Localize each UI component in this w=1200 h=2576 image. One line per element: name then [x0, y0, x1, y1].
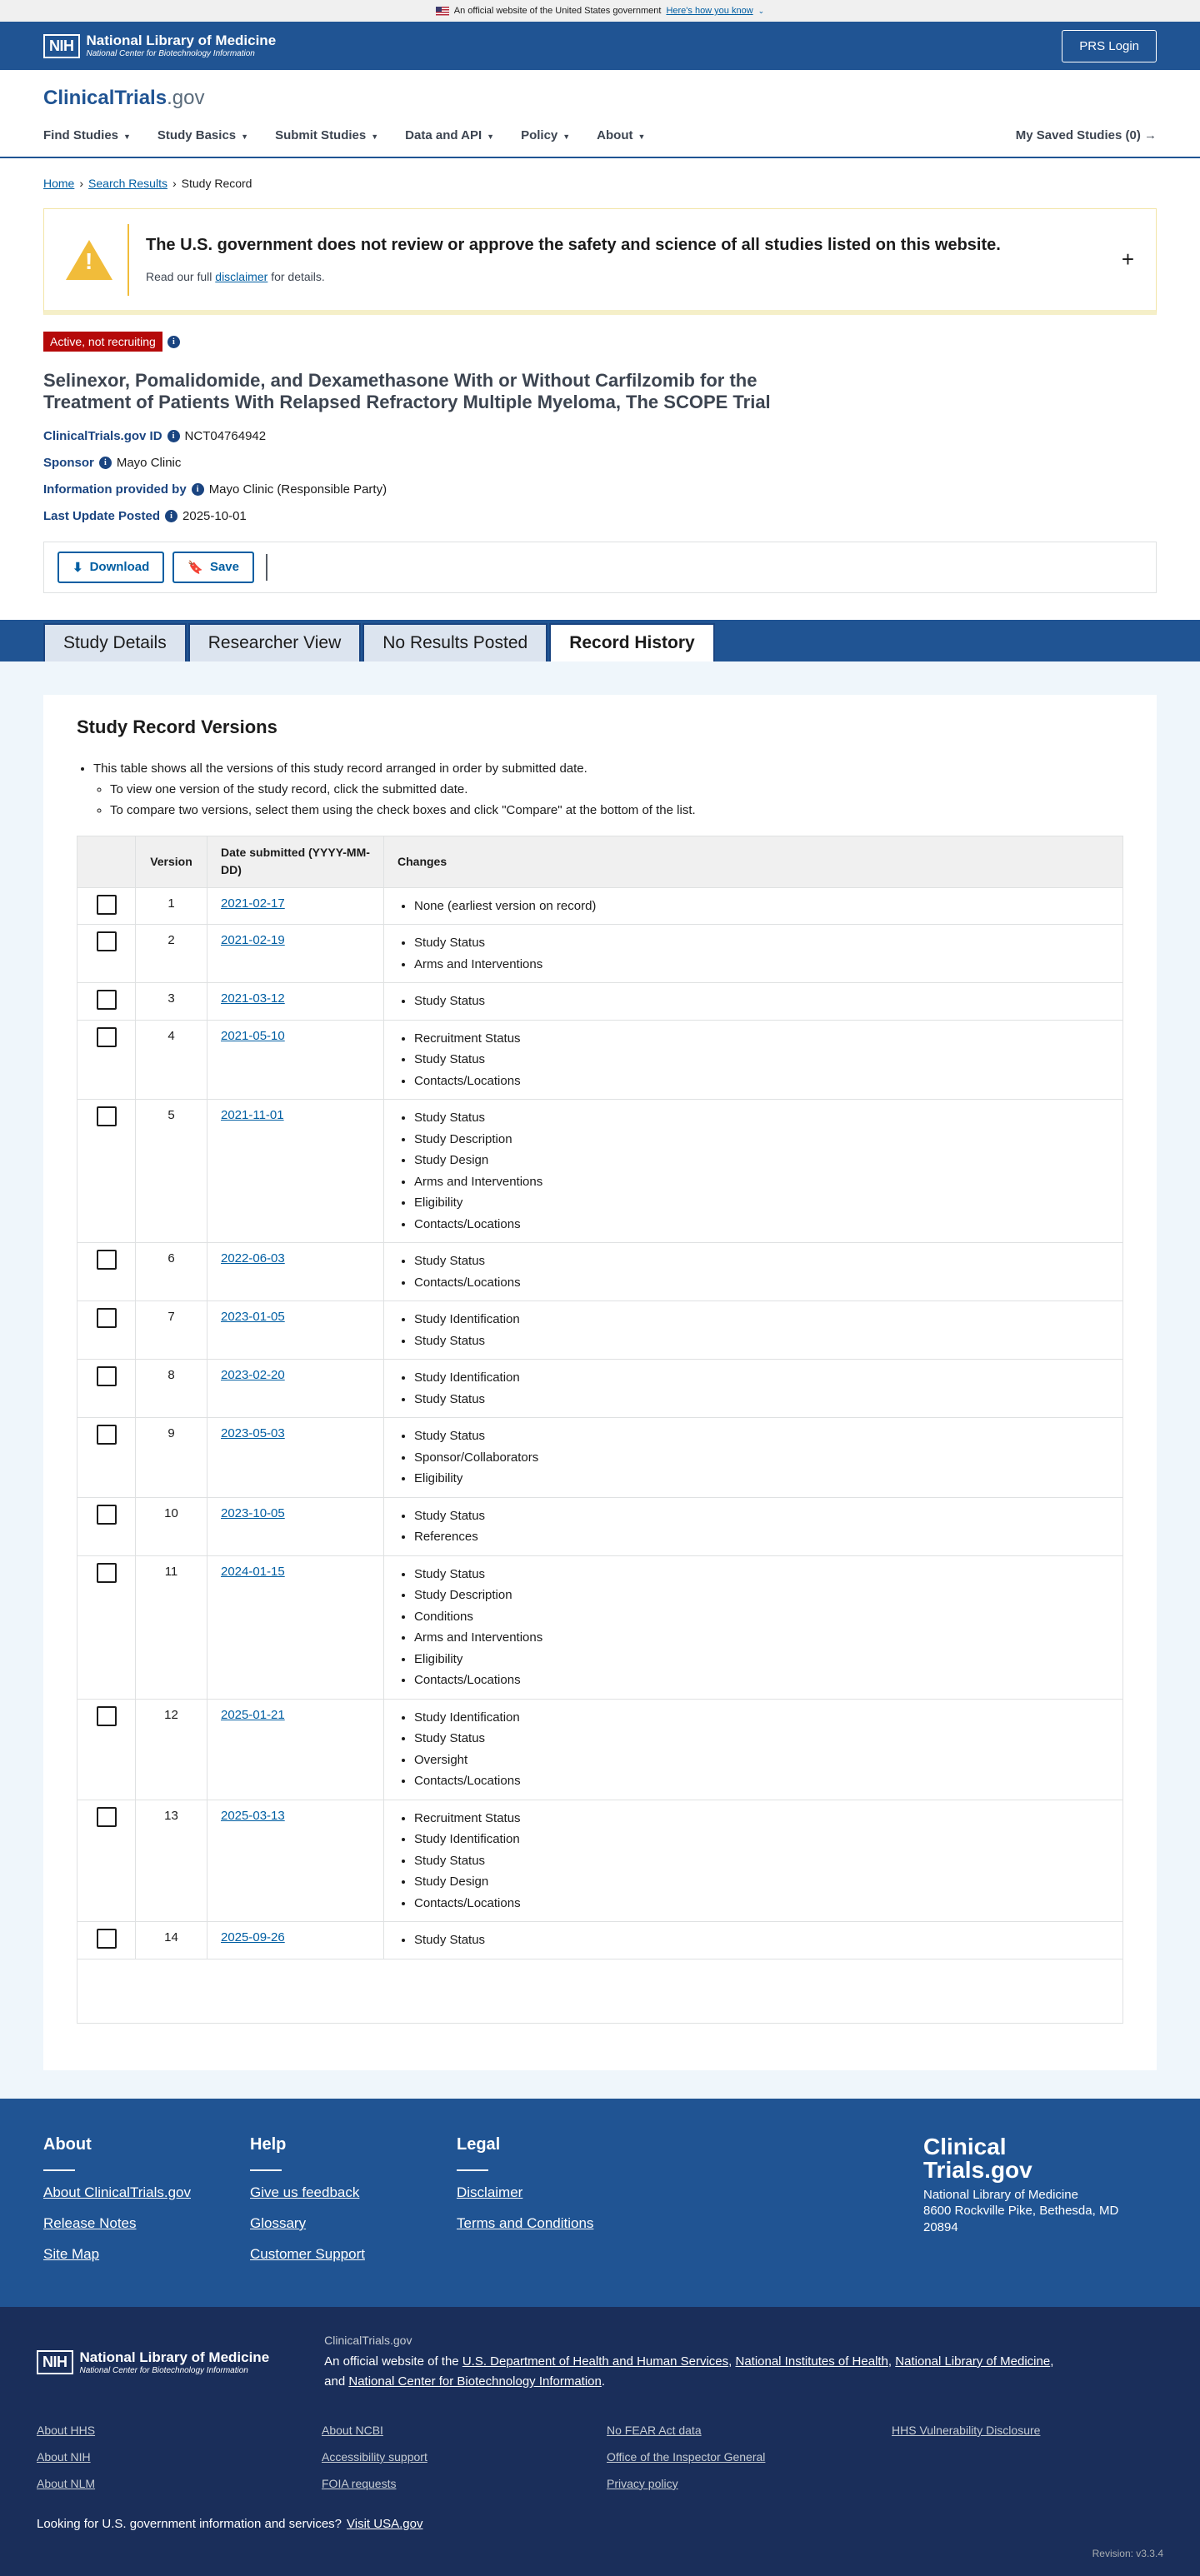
expand-plus-icon[interactable]: + [1121, 247, 1134, 272]
breadcrumb-current: Study Record [181, 177, 252, 190]
study-actions [43, 542, 1157, 593]
nih-header [0, 22, 1200, 70]
footer-bottom [0, 2307, 1200, 2576]
us-flag-icon [436, 7, 449, 16]
footer-about: About About ClinicalTrials.gov Release Notes Site Map [43, 2135, 250, 2277]
study-meta [0, 414, 1200, 523]
chevron-right-icon: › [172, 177, 177, 190]
info-icon[interactable]: i [168, 336, 180, 348]
version-changes [384, 1418, 1122, 1497]
footer-link[interactable]: FOIA requests [322, 2476, 397, 2490]
version-number: 10 [136, 1498, 208, 1555]
last-update-value: 2025-10-01 [182, 508, 247, 523]
revision: Revision: v3.3.4 [1092, 2547, 1163, 2559]
change-item: • Study Identification [414, 1367, 1122, 1389]
change-item: • Study Design [414, 1871, 1122, 1893]
change-item: • Arms and Interventions [414, 1171, 1122, 1193]
versions-heading: Study Record Versions [77, 716, 278, 737]
version-changes [384, 1800, 1122, 1922]
change-item: • None (earliest version on record) [414, 896, 1122, 917]
version-checkbox[interactable] [78, 1418, 136, 1497]
version-number: 1 [136, 888, 208, 925]
footer-link[interactable]: No FEAR Act data [607, 2423, 702, 2437]
bookmark-icon: 🔖 [188, 560, 203, 575]
chevron-down-icon: ▼ [371, 132, 379, 141]
info-icon[interactable]: i [168, 430, 180, 442]
footer-bottom-links [37, 2424, 1163, 2490]
version-checkbox[interactable] [78, 1800, 136, 1922]
version-number: 6 [136, 1243, 208, 1300]
version-date-link[interactable]: 2021-02-17 [221, 896, 285, 911]
change-item: • Contacts/Locations [414, 1272, 1122, 1294]
nlm-title: National Library of Medicine [86, 32, 277, 49]
version-checkbox[interactable] [78, 1700, 136, 1800]
alert-divider [128, 224, 129, 296]
record-versions-panel [43, 695, 1157, 2070]
nav-submit-studies[interactable]: Submit Studies ▼ [275, 127, 379, 142]
breadcrumb [0, 158, 1200, 208]
version-changes [384, 1360, 1122, 1417]
chevron-right-icon: › [79, 177, 84, 190]
version-date-link[interactable]: 2023-01-05 [221, 1310, 285, 1325]
tab-study-details[interactable]: Study Details [43, 623, 187, 661]
disclaimer-link[interactable]: disclaimer [215, 270, 268, 283]
info-icon[interactable]: i [165, 510, 178, 522]
version-changes [384, 983, 1122, 1020]
ncbi-subtitle: National Center for Biotechnology Information [86, 48, 255, 58]
nih-logo-box: NIH [43, 34, 80, 58]
change-item: • Recruitment Status [414, 1028, 1122, 1050]
visit-usa-link[interactable]: Visit USA.gov [347, 2516, 423, 2531]
nav-study-basics[interactable]: Study Basics ▼ [157, 127, 249, 142]
footer-link[interactable]: About NIH [37, 2449, 91, 2464]
tab-no-results-posted[interactable]: No Results Posted [362, 623, 548, 661]
change-item: • Study Design [414, 1150, 1122, 1171]
last-update-label: Last Update Posted [43, 508, 161, 523]
table-row [78, 1498, 1122, 1556]
col-version: Version [136, 836, 208, 887]
version-date-link[interactable]: 2025-03-13 [221, 1808, 285, 1823]
footer-link[interactable]: About NCBI [322, 2423, 383, 2437]
col-changes: Changes [398, 855, 448, 869]
version-number: 2 [136, 925, 208, 982]
version-date-link[interactable]: 2022-06-03 [221, 1251, 285, 1266]
footer-link[interactable]: Release Notes [43, 2214, 137, 2231]
nct-id: NCT04764942 [184, 428, 267, 443]
version-number: 11 [136, 1556, 208, 1699]
info-icon[interactable]: i [99, 457, 112, 469]
version-date-link[interactable]: 2021-05-10 [221, 1028, 285, 1043]
footer-link[interactable]: Give us feedback [250, 2184, 360, 2200]
prs-login-button[interactable]: PRS Login [1062, 30, 1157, 62]
chevron-down-icon: ▼ [241, 132, 249, 141]
table-row [78, 1100, 1122, 1243]
change-item: • Study Status [414, 932, 1122, 954]
breadcrumb-search-results[interactable]: Search Results [88, 177, 168, 190]
version-checkbox[interactable] [78, 1243, 136, 1300]
change-item: • Oversight [414, 1750, 1122, 1771]
version-date-link[interactable]: 2021-03-12 [221, 991, 285, 1006]
version-number: 12 [136, 1700, 208, 1800]
change-item: • Eligibility [414, 1192, 1122, 1214]
change-item: • Contacts/Locations [414, 1071, 1122, 1092]
change-item: • Study Status [414, 1564, 1122, 1585]
change-item: • Recruitment Status [414, 1808, 1122, 1830]
nih-logo[interactable] [43, 33, 276, 58]
nav-data-and-api[interactable]: Data and API ▼ [405, 127, 495, 142]
usa-gov-line: Looking for U.S. government information and services? Visit USA.gov [37, 2516, 423, 2531]
version-changes [384, 888, 1122, 925]
version-number: 9 [136, 1418, 208, 1497]
table-row [78, 925, 1122, 983]
footer-nih-logo[interactable]: NIH National Library of Medicine National Center for Biotechnology Information [37, 2334, 269, 2392]
version-date-link[interactable]: 2023-02-20 [221, 1368, 285, 1383]
footer-link[interactable]: HHS Vulnerability Disclosure [892, 2423, 1041, 2437]
logo-suffix: .gov [167, 87, 205, 109]
footer-link[interactable]: Privacy policy [607, 2476, 678, 2490]
change-item: • Study Status [414, 1425, 1122, 1447]
gov-banner [0, 0, 1200, 22]
change-item: • Study Status [414, 991, 1122, 1012]
logo-main: ClinicalTrials [43, 87, 168, 109]
chevron-down-icon: ⌄ [758, 6, 765, 15]
version-checkbox[interactable] [78, 1360, 136, 1417]
version-date-link[interactable]: 2021-02-19 [221, 933, 285, 948]
table-row [78, 888, 1122, 926]
nav-find-studies[interactable]: Find Studies ▼ [43, 127, 131, 142]
heres-how-you-know-link[interactable]: Here's how you know [666, 6, 753, 16]
table-row [78, 983, 1122, 1021]
version-checkbox[interactable] [78, 925, 136, 982]
arrow-right-icon: → [1144, 127, 1157, 142]
action-divider [266, 554, 268, 581]
footer-link[interactable]: About NLM [37, 2476, 96, 2490]
change-item: • Conditions [414, 1606, 1122, 1628]
version-number: 8 [136, 1360, 208, 1417]
save-button[interactable]: 🔖 Save [172, 552, 254, 583]
nih-link[interactable]: National Institutes of Health [735, 2354, 888, 2369]
footer-legal: Legal Disclaimer Terms and Conditions [457, 2135, 663, 2277]
disclaimer-alert [43, 208, 1157, 315]
change-item: • Sponsor/Collaborators [414, 1447, 1122, 1469]
version-number: 13 [136, 1800, 208, 1922]
my-saved-studies-link[interactable]: My Saved Studies (0) → [1015, 127, 1157, 142]
footer-link[interactable]: Office of the Inspector General [607, 2449, 766, 2464]
change-item: • Study Status [414, 1330, 1122, 1352]
version-changes [384, 1700, 1122, 1800]
nav-about[interactable]: About ▼ [597, 127, 646, 142]
footer-link[interactable]: Customer Support [250, 2245, 365, 2262]
change-item: • Study Identification [414, 1309, 1122, 1330]
change-item: • Contacts/Locations [414, 1893, 1122, 1915]
gov-banner-text: An official website of the United States government [453, 6, 662, 16]
tab-record-history[interactable]: Record History [549, 623, 715, 661]
version-number: 14 [136, 1922, 208, 1959]
version-changes [384, 1301, 1122, 1359]
footer-top [0, 2099, 1200, 2307]
chevron-down-icon: ▼ [562, 132, 571, 141]
table-row [78, 1301, 1122, 1360]
change-item: • Study Identification [414, 1707, 1122, 1729]
table-row [78, 1418, 1122, 1498]
nlm-link[interactable]: National Library of Medicine [895, 2354, 1051, 2369]
footer-link[interactable]: About ClinicalTrials.gov [43, 2184, 191, 2200]
change-item: • Arms and Interventions [414, 1627, 1122, 1649]
change-item: • Study Identification [414, 1829, 1122, 1850]
version-changes [384, 1100, 1122, 1242]
version-date-link[interactable]: 2025-01-21 [221, 1707, 285, 1722]
version-checkbox[interactable] [78, 1301, 136, 1359]
version-date-link[interactable]: 2025-09-26 [221, 1930, 285, 1945]
version-checkbox[interactable] [78, 888, 136, 925]
col-date: Date submitted (YYYY-MM-DD) [208, 836, 384, 887]
change-item: • Study Description [414, 1585, 1122, 1606]
alert-body: Read our full disclaimer for details. [146, 270, 325, 283]
table-header [78, 836, 1122, 888]
change-item: • Arms and Interventions [414, 954, 1122, 976]
chevron-down-icon: ▼ [123, 132, 131, 141]
status-badge: Active, not recruiting [43, 332, 162, 352]
footer-org: ClinicalTrials.gov An official website of the U.S. Department of Health and Human Services, National Institutes of Health, National Library of Medicine, and National Center for Biotechnology Information. [324, 2333, 1054, 2389]
version-changes [384, 925, 1122, 982]
version-changes [384, 1243, 1122, 1300]
warning-icon [66, 240, 112, 280]
change-item: • Study Status [414, 1107, 1122, 1129]
version-number: 3 [136, 983, 208, 1020]
version-date-link[interactable]: 2023-05-03 [221, 1426, 285, 1441]
ncbi-link[interactable]: National Center for Biotechnology Information [348, 2374, 602, 2389]
table-row [78, 1700, 1122, 1800]
footer-help: Help Give us feedback Glossary Customer Support [250, 2135, 457, 2277]
info-provided-label: Information provided by [43, 482, 187, 497]
change-item: • Study Status [414, 1850, 1122, 1872]
nav-policy[interactable]: Policy ▼ [521, 127, 571, 142]
version-number: 5 [136, 1100, 208, 1242]
hhs-link[interactable]: U.S. Department of Health and Human Services [462, 2354, 729, 2369]
versions-table [77, 836, 1123, 2024]
change-item: • Study Status [414, 1049, 1122, 1071]
versions-notes: • This table shows all the versions of this study record arranged in order by submitted date. ◦ To view one version of the study record, click the submitted date. ◦ To compare two versions, select them using the check boxes and click "Compare" at the bottom of the list. [77, 761, 1123, 817]
version-changes [384, 1556, 1122, 1699]
table-row [78, 1021, 1122, 1101]
download-button[interactable]: ⬇ Download [58, 552, 164, 583]
change-item: • Study Description [414, 1129, 1122, 1151]
chevron-down-icon: ▼ [638, 132, 646, 141]
version-changes [384, 1498, 1122, 1555]
alert-title: The U.S. government does not review or approve the safety and science of all studies listed on this website. [146, 236, 1001, 254]
breadcrumb-home[interactable]: Home [43, 177, 75, 190]
version-date-link[interactable]: 2024-01-15 [221, 1564, 285, 1579]
table-row [78, 1556, 1122, 1700]
change-item: • Study Status [414, 1728, 1122, 1750]
footer-logo[interactable]: Clinical Trials.gov [923, 2133, 1032, 2183]
version-number: 4 [136, 1021, 208, 1100]
version-date-link[interactable]: 2021-11-01 [221, 1108, 284, 1123]
footer-link[interactable]: Glossary [250, 2214, 307, 2231]
info-icon[interactable]: i [192, 483, 204, 496]
clinicaltrials-logo[interactable] [43, 87, 1157, 110]
nct-id-label: ClinicalTrials.gov ID [43, 428, 162, 443]
version-checkbox[interactable] [78, 1100, 136, 1242]
change-item: • Contacts/Locations [414, 1214, 1122, 1236]
footer-link[interactable]: Site Map [43, 2245, 100, 2262]
version-changes [384, 1021, 1122, 1100]
table-row [78, 1800, 1122, 1923]
version-checkbox[interactable] [78, 983, 136, 1020]
version-checkbox[interactable] [78, 1021, 136, 1100]
version-checkbox[interactable] [78, 1498, 136, 1555]
site-header [0, 70, 1200, 158]
table-row [78, 1360, 1122, 1418]
study-tabs [0, 620, 1200, 661]
version-date-link[interactable]: 2023-10-05 [221, 1505, 285, 1520]
change-item: • Contacts/Locations [414, 1770, 1122, 1792]
footer-address: Clinical Trials.gov National Library of Medicine 8600 Rockville Pike, Bethesda, MD 20894 [923, 2135, 1157, 2277]
chevron-down-icon: ▼ [487, 132, 495, 141]
change-item: • Eligibility [414, 1649, 1122, 1670]
change-item: • Eligibility [414, 1468, 1122, 1490]
main-nav [43, 113, 1157, 157]
footer-link[interactable]: Accessibility support [322, 2449, 428, 2464]
change-item: • References [414, 1526, 1122, 1548]
version-changes [384, 1922, 1122, 1959]
footer-link[interactable]: Terms and Conditions [457, 2214, 594, 2231]
sponsor-value: Mayo Clinic [116, 455, 182, 470]
version-checkbox[interactable] [78, 1922, 136, 1959]
tab-researcher-view[interactable]: Researcher View [188, 623, 362, 661]
change-item: • Contacts/Locations [414, 1670, 1122, 1691]
change-item: • Study Status [414, 1505, 1122, 1527]
footer-link[interactable]: Disclaimer [457, 2184, 523, 2200]
study-title: Selinexor, Pomalidomide, and Dexamethasone With or Without Carfilzomib for the Treatment of Patients With Relapsed Refractory Multiple Myeloma, The SCOPE Trial [43, 370, 771, 413]
change-item: • Study Status [414, 1930, 1122, 1951]
version-number: 7 [136, 1301, 208, 1359]
table-row [78, 1922, 1122, 1959]
footer-link[interactable]: About HHS [37, 2423, 96, 2437]
change-item: • Study Status [414, 1389, 1122, 1410]
info-provided-value: Mayo Clinic (Responsible Party) [208, 482, 388, 497]
version-checkbox[interactable] [78, 1556, 136, 1699]
download-icon: ⬇ [72, 560, 83, 575]
change-item: • Study Status [414, 1251, 1122, 1272]
sponsor-label: Sponsor [43, 455, 94, 470]
table-row [78, 1243, 1122, 1301]
